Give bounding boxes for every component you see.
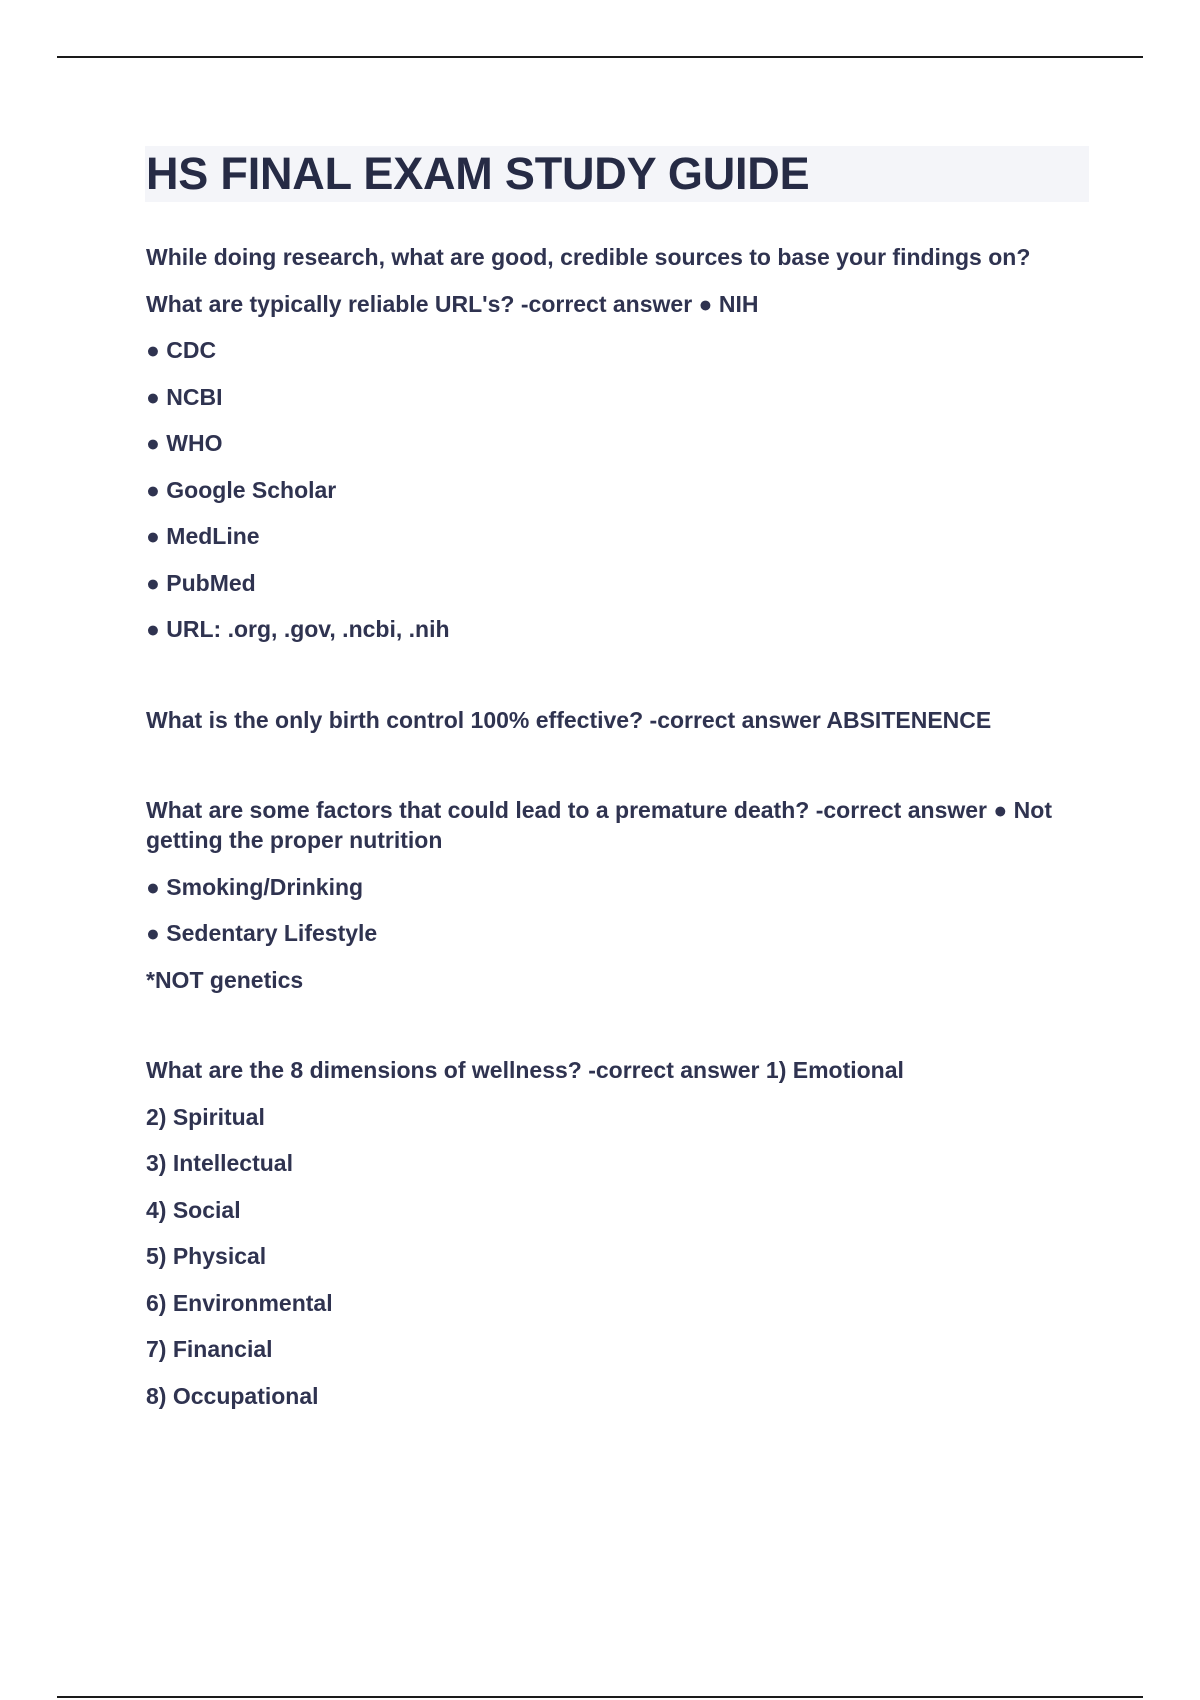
list-item: ● URL: .org, .gov, .ncbi, .nih (146, 616, 450, 642)
list-item: ● CDC (146, 337, 217, 363)
question-3 (146, 795, 1086, 995)
section-gap (146, 751, 1086, 795)
list-item: ● Google Scholar (146, 476, 337, 503)
list-item: 7) Financial (146, 1336, 273, 1362)
list-item: ● WHO (146, 430, 223, 456)
question-text: What are typically reliable URL's? -correct answer ● NIH (146, 290, 759, 317)
list-item: ● Smoking/Drinking (146, 873, 364, 900)
top-rule (57, 56, 1143, 58)
list-item: 5) Physical (146, 1243, 267, 1269)
question-text: While doing research, what are good, credible sources to base your findings on? (146, 244, 1031, 270)
list-item: 2) Spiritual (146, 1103, 265, 1130)
question-1 (146, 242, 1086, 644)
list-item: ● PubMed (146, 569, 256, 596)
list-item: 4) Social (146, 1196, 241, 1223)
page-title: HS FINAL EXAM STUDY GUIDE (146, 148, 810, 199)
question-4 (146, 1055, 1086, 1411)
list-item: 6) Environmental (146, 1289, 333, 1316)
question-2 (146, 705, 1086, 735)
question-text: What are the 8 dimensions of wellness? -correct answer 1) Emotional (146, 1057, 904, 1083)
list-item: ● MedLine (146, 523, 260, 549)
section-gap (146, 1011, 1086, 1055)
list-item: 3) Intellectual (146, 1150, 293, 1176)
bottom-rule (57, 1696, 1143, 1698)
section-gap (146, 661, 1086, 705)
list-item: 8) Occupational (146, 1382, 319, 1409)
question-text: What is the only birth control 100% effective? -correct answer ABSITENENCE (146, 706, 992, 733)
study-guide-content (146, 242, 1086, 1427)
question-text: What are some factors that could lead to a premature death? -correct answer ● Not getting the proper nutrition (146, 797, 1052, 853)
list-item: ● NCBI (146, 383, 223, 410)
list-item: ● Sedentary Lifestyle (146, 920, 378, 946)
list-item: *NOT genetics (146, 966, 304, 993)
